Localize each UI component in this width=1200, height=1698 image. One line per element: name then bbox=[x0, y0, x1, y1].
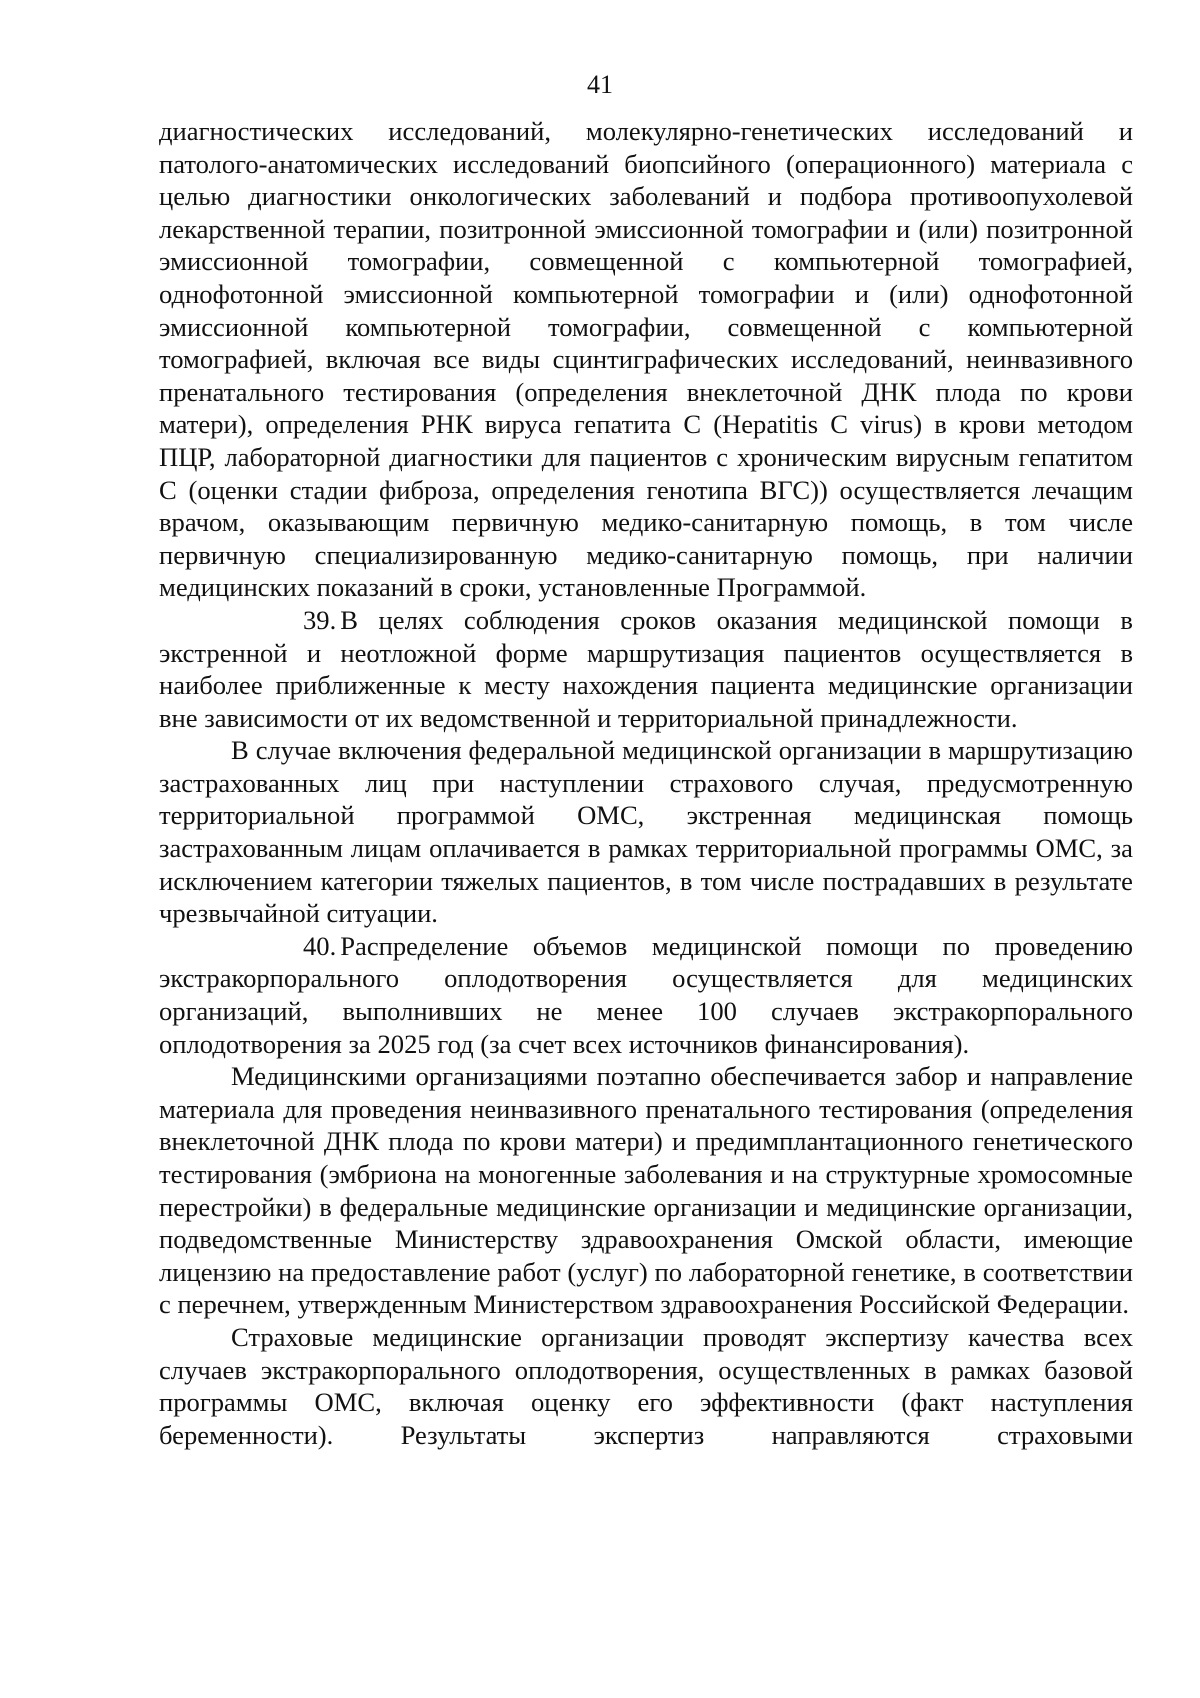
paragraph-genetic-testing: Медицинскими организациями поэтапно обеспечивается забор и направление материала для проведения неинвазивного пренатального тестирования (определения внеклеточной ДНК плода по крови матери) и предимплантационного генетического тестирования (эмбриона на моногенные заболевания и на структурные хромосомные перестройки) в федеральные медицинские организации и медицинские организации, подведомственные Министерству здравоохранения Омской области, имеющие лицензию на предоставление работ (услуг) по лабораторной генетике, в соответствии с перечнем, утвержденным Министерством здравоохранения Российской Федерации. bbox=[159, 1061, 1133, 1320]
paragraph-item-39 bbox=[159, 604, 1133, 734]
item-number: 40. bbox=[303, 930, 337, 961]
paragraph-item-40 bbox=[159, 930, 1133, 1060]
paragraph-continuation: диагностических исследований, молекулярно-генетических исследований и патолого-анатомических исследований биопсийного (операционного) материала с целью диагностики онкологических заболеваний и подбора противоопухолевой лекарственной терапии, позитронной эмиссионной томографии и (или) позитронной эмиссионной томографии, совмещенной с компьютерной томографией, однофотонной эмиссионной компьютерной томографии и (или) однофотонной эмиссионной компьютерной томографии, совмещенной с компьютерной томографией, включая все виды сцинтиграфических исследований, неинвазивного пренатального тестирования (определения внеклеточной ДНК плода по крови матери), определения РНК вируса гепатита С (Hepatitis C virus) в крови методом ПЦР, лабораторной диагностики для пациентов с хроническим вирусным гепатитом С (оценки стадии фиброза, определения генотипа ВГС)) осуществляется лечащим врачом, оказывающим первичную медико-санитарную помощь, в том числе первичную специализированную медико-санитарную помощь, при наличии медицинских показаний в сроки, установленные Программой. bbox=[159, 116, 1133, 603]
item-number: 39. bbox=[303, 604, 337, 635]
paragraph-federal-organization: В случае включения федеральной медицинской организации в маршрутизацию застрахованных лиц при наступлении страхового случая, предусмотренную территориальной программой ОМС, экстренная медицинская помощь застрахованным лицам оплачивается в рамках территориальной программы ОМС, за исключением категории тяжелых пациентов, в том числе пострадавших в результате чрезвычайной ситуации. bbox=[159, 735, 1133, 929]
paragraph-insurance-expertise: Страховые медицинские организации проводят экспертизу качества всех случаев экстракорпорального оплодотворения, осуществленных в рамках базовой программы ОМС, включая оценку его эффективности (факт наступления беременности). Результаты экспертиз направляются страховыми bbox=[159, 1321, 1133, 1450]
page-number: 41 bbox=[587, 70, 613, 99]
paragraph-text: Распределение объемов медицинской помощи по проведению экстракорпорального оплодотворения осуществляется для медицинских организаций, выполнивших не менее 100 случаев экстракорпорального оплодотворения за 2025 год (за счет всех источников финансирования). bbox=[159, 930, 1133, 1059]
document-body bbox=[159, 115, 1133, 1451]
paragraph-text: В целях соблюдения сроков оказания медицинской помощи в экстренной и неотложной форме маршрутизация пациентов осуществляется в наиболее приближенные к месту нахождения пациента медицинские организации вне зависимости от их ведомственной и территориальной принадлежности. bbox=[159, 604, 1133, 733]
